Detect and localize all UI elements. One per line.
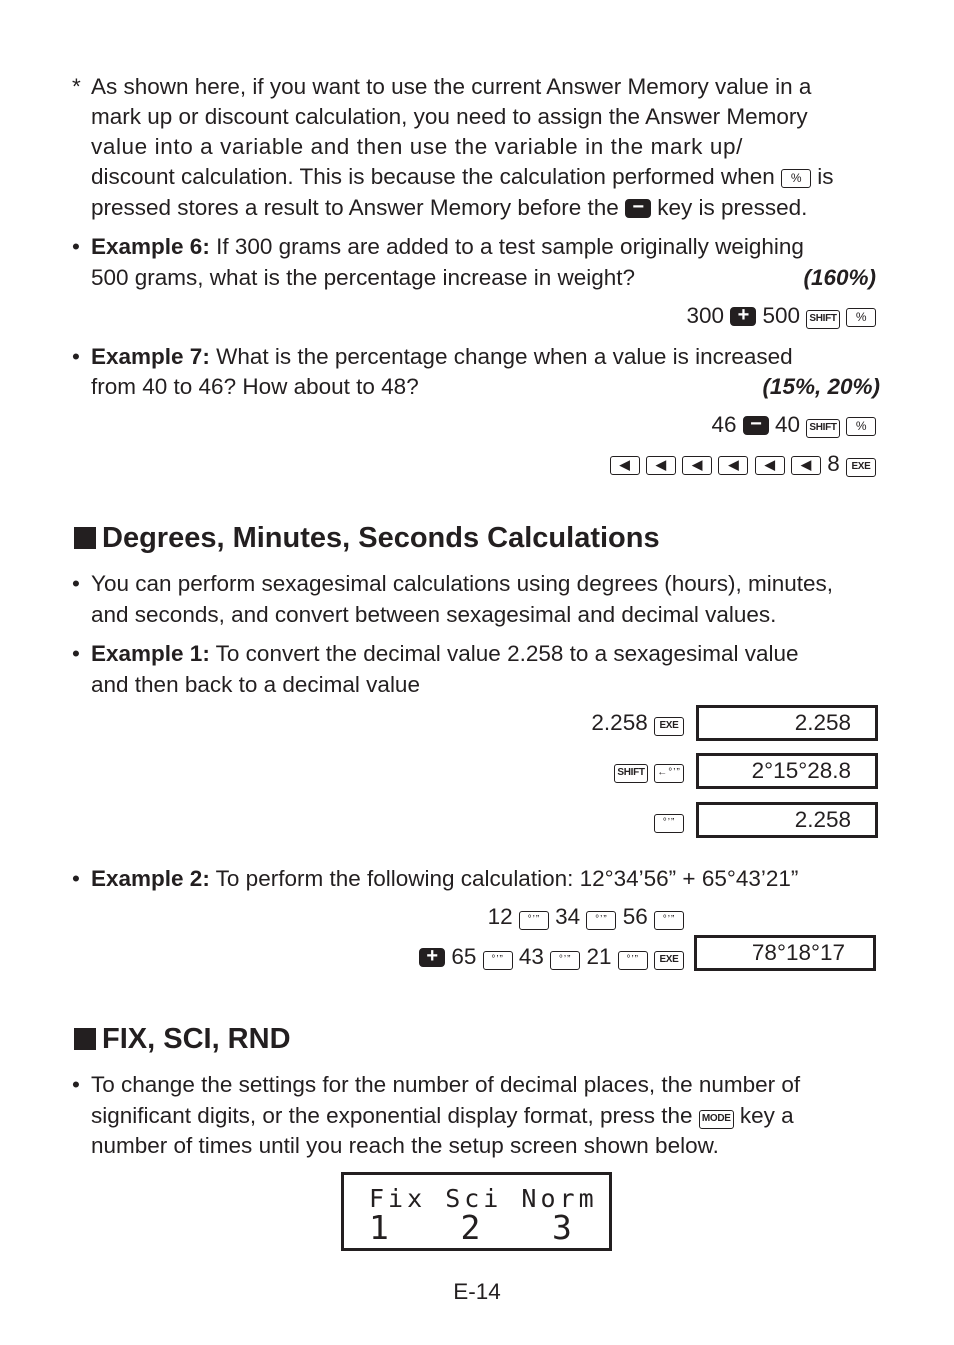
left-arrow-key-icon: ◀	[718, 456, 748, 475]
dms-key-icon: °’”	[618, 951, 648, 970]
note-line-4	[91, 164, 834, 190]
left-arrow-key-icon: ◀	[682, 456, 712, 475]
example6-answer: (160%)	[803, 265, 876, 290]
dms-ex1-seq-2	[614, 757, 684, 783]
lcd-bottom-line: 1 2 3	[369, 1208, 575, 1247]
note-line-4-end: is	[817, 164, 834, 189]
dms-key-icon: °’”	[586, 911, 616, 930]
fix-line-2	[91, 1103, 794, 1129]
dms-key-icon: °’”	[654, 814, 684, 833]
left-arrow-key-icon: ◀	[610, 456, 640, 475]
page-number: E-14	[453, 1279, 501, 1304]
display-box-1: 2.258	[696, 705, 878, 741]
section-dms-title: Degrees, Minutes, Seconds Calculations	[102, 522, 660, 554]
dms-ex1-text-1: To convert the decimal value 2.258 to a sexagesimal value	[215, 641, 799, 666]
note-line-3: value into a variable and then use the variable in the mark up/	[91, 134, 743, 159]
dms-ex2-text: To perform the following calculation: 12°34’56” + 65°43’21”	[215, 866, 799, 891]
dms-bullet-1: •	[72, 571, 80, 596]
section-dms-heading	[74, 522, 660, 555]
seq-56: 56	[622, 904, 648, 929]
dms-ex2-seq-1	[488, 904, 684, 930]
mode-key-icon: MODE	[699, 1110, 734, 1129]
example6-label: Example 6:	[91, 234, 210, 259]
setup-screen-lcd	[341, 1172, 612, 1251]
example6-key-sequence	[686, 303, 876, 329]
lcd-top-line: Fix Sci Norm	[369, 1184, 598, 1213]
percent-key-icon: %	[846, 308, 876, 327]
shift-key-icon: SHIFT	[806, 419, 839, 438]
dms-text-line-1: You can perform sexagesimal calculations using degrees (hours), minutes,	[91, 571, 834, 596]
left-arrow-key-icon: ◀	[791, 456, 821, 475]
dms-ex1-line-1	[91, 641, 799, 667]
left-arrow-key-icon: ◀	[755, 456, 785, 475]
section-fix-title: FIX, SCI, RND	[102, 1023, 291, 1055]
display-box-4: 78°18°17	[694, 935, 876, 971]
display-box-2: 2°15°28.8	[696, 753, 878, 789]
dms-key-icon: °’”	[550, 951, 580, 970]
dms-ex2-label: Example 2:	[91, 866, 210, 891]
exe-key-icon: EXE	[654, 717, 684, 736]
shift-key-icon: SHIFT	[806, 310, 839, 329]
fix-line-1: To change the settings for the number of decimal places, the number of	[91, 1072, 801, 1097]
example7-bullet: •	[72, 344, 80, 369]
exe-key-icon: EXE	[846, 458, 876, 477]
example7-label: Example 7:	[91, 344, 210, 369]
example7-answer: (15%, 20%)	[762, 374, 880, 399]
percent-key-icon: %	[846, 417, 876, 436]
note-marker: *	[72, 74, 81, 99]
section-square-icon	[74, 527, 96, 549]
dms-ex2-line	[91, 866, 798, 892]
exe-key-icon: EXE	[654, 951, 684, 970]
note-line-1: As shown here, if you want to use the current Answer Memory value in a	[91, 74, 812, 99]
minus-key-icon: −	[743, 416, 769, 435]
seq-43: 43	[518, 944, 544, 969]
shift-key-icon: SHIFT	[614, 764, 647, 783]
note-line-4-text: discount calculation. This is because the calculation performed when	[91, 164, 775, 189]
seq-46: 46	[711, 412, 737, 437]
fix-bullet: •	[72, 1072, 80, 1097]
dms-reverse-key-icon: ←°’”	[654, 764, 684, 783]
display-box-3: 2.258	[696, 802, 878, 838]
dms-ex2-bullet: •	[72, 866, 80, 891]
dms-text-line-2: and seconds, and convert between sexagesimal and decimal values.	[91, 602, 777, 627]
left-arrow-key-icon: ◀	[646, 456, 676, 475]
note-line-5-end: key is pressed.	[657, 195, 808, 220]
dms-ex1-label: Example 1:	[91, 641, 210, 666]
example7-key-sequence-1	[711, 412, 876, 438]
seq-65: 65	[451, 944, 477, 969]
seq-12: 12	[487, 904, 513, 929]
note-line-5-text: pressed stores a result to Answer Memory before the	[91, 195, 619, 220]
dms-ex1-bullet: •	[72, 641, 80, 666]
dms-ex1-line-2: and then back to a decimal value	[91, 672, 420, 697]
example7-key-sequence-2	[610, 451, 876, 477]
plus-key-icon: +	[419, 948, 445, 967]
dms-ex1-seq-1	[591, 710, 684, 736]
fix-line-2-text: significant digits, or the exponential display format, press the	[91, 1103, 693, 1128]
example7-line-2: from 40 to 46? How about to 48?	[91, 374, 419, 399]
section-square-icon	[74, 1028, 96, 1050]
dms-ex2-seq-2	[419, 944, 684, 970]
note-line-2: mark up or discount calculation, you need to assign the Answer Memory	[91, 104, 808, 129]
example6-text-1: If 300 grams are added to a test sample originally weighing	[216, 234, 804, 259]
note-line-5	[91, 195, 807, 221]
seq-21: 21	[586, 944, 612, 969]
example6-bullet: •	[72, 234, 80, 259]
section-fix-heading	[74, 1023, 291, 1056]
dms-key-icon: °’”	[519, 911, 549, 930]
seq-500: 500	[762, 303, 801, 328]
dms-key-icon: °’”	[654, 911, 684, 930]
seq-8: 8	[827, 451, 840, 476]
dms-key-icon: °’”	[483, 951, 513, 970]
fix-line-3: number of times until you reach the setup screen shown below.	[91, 1133, 719, 1158]
example7-text-1: What is the percentage change when a value is increased	[216, 344, 793, 369]
example6-line-1	[91, 234, 804, 260]
example6-line-2: 500 grams, what is the percentage increase in weight?	[91, 265, 636, 290]
plus-key-icon: +	[730, 307, 756, 326]
percent-key-icon: %	[781, 169, 811, 188]
minus-key-icon: −	[625, 199, 651, 218]
fix-line-2-end: key a	[739, 1103, 794, 1128]
seq-2258: 2.258	[591, 710, 648, 735]
dms-ex1-seq-3	[654, 807, 684, 833]
seq-300: 300	[686, 303, 724, 328]
seq-40: 40	[775, 412, 801, 437]
example7-line-1	[91, 344, 793, 370]
seq-34: 34	[555, 904, 581, 929]
